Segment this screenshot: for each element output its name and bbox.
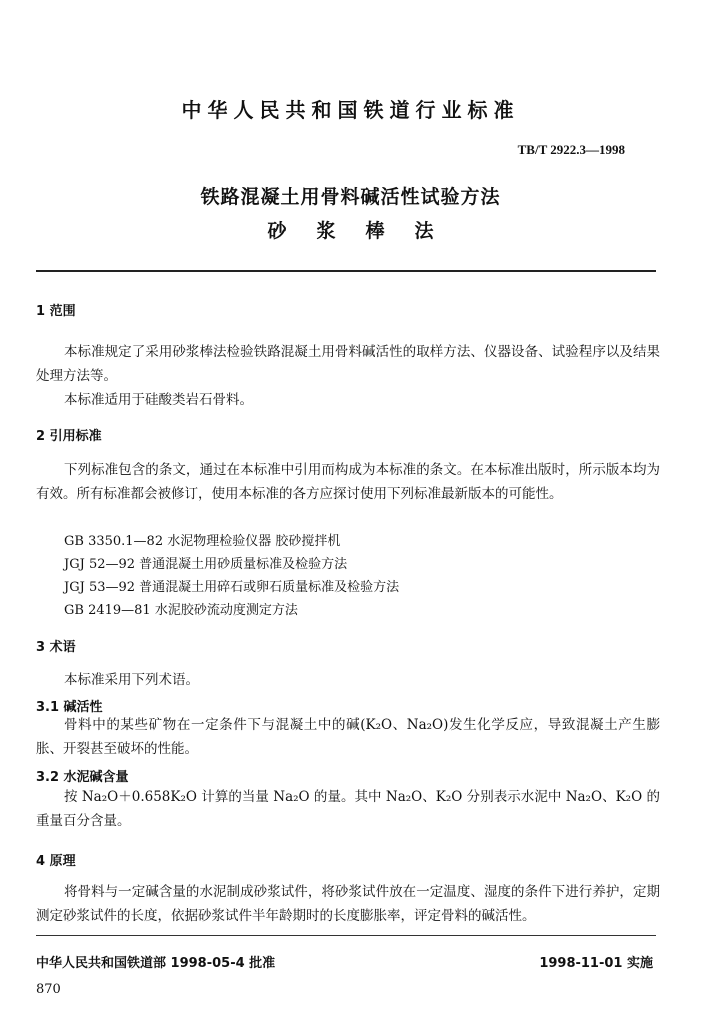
section-1-paragraph-2: 本标准适用于硅酸类岩石骨料。 [64,392,253,408]
reference-item: GB 3350.1—82 水泥物理检验仪器 胶砂搅拌机 [64,534,341,549]
section-2-heading: 2 引用标准 [36,429,102,444]
section-1-heading: 1 范围 [36,304,76,319]
footer-divider [36,935,656,936]
document-subtitle: 砂浆棒法 [267,220,464,242]
standard-header-title: 中华人民共和国铁道行业标准 [181,98,520,122]
section-1-paragraph-1: 本标准规定了采用砂浆棒法检验铁路混凝土用骨料碱活性的取样方法、仪器设备、试验程序以及结果处理方法等。 [36,344,660,384]
standard-number: TB/T 2922.3—1998 [517,142,625,157]
section-2-paragraph-1: 下列标准包含的条文，通过在本标准中引用而构成为本标准的条文。在本标准出版时，所示版本均为有效。所有标准都会被修订，使用本标准的各方应探讨使用下列标准最新版本的可能性。 [36,462,660,502]
section-3-1-paragraph: 骨料中的某些矿物在一定条件下与混凝土中的碱(K₂O、Na₂O)发生化学反应，导致混凝土产生膨胀、开裂甚至破坏的性能。 [36,717,660,757]
section-3-2-heading: 3.2 水泥碱含量 [36,770,129,785]
section-3-1-heading: 3.1 碱活性 [36,700,103,715]
section-4-paragraph-1: 将骨料与一定碱含量的水泥制成砂浆试件，将砂浆试件放在一定温度、湿度的条件下进行养护，定期测定砂浆试件的长度，依据砂浆试件半年龄期时的长度膨胀率，评定骨料的碱活性。 [36,884,660,924]
implementation-date: 1998-11-01 实施 [539,956,653,971]
section-3-heading: 3 术语 [36,640,76,655]
reference-item: JGJ 52—92 普通混凝土用砂质量标准及检验方法 [64,557,348,572]
section-4-heading: 4 原理 [36,854,76,869]
section-3-2-paragraph: 按 Na₂O＋0.658K₂O 计算的当量 Na₂O 的量。其中 Na₂O、K₂O 分别表示水泥中 Na₂O、K₂O 的重量百分含量。 [36,789,660,829]
reference-item: JGJ 53—92 普通混凝土用碎石或卵石质量标准及检验方法 [64,580,400,595]
title-divider [36,270,656,272]
page-number: 870 [36,982,61,997]
reference-item: GB 2419—81 水泥胶砂流动度测定方法 [64,603,298,618]
approval-note: 中华人民共和国铁道部 1998-05-4 批准 [36,956,276,971]
document-title: 铁路混凝土用骨料碱活性试验方法 [200,186,501,208]
section-3-paragraph-1: 本标准采用下列术语。 [64,672,199,688]
